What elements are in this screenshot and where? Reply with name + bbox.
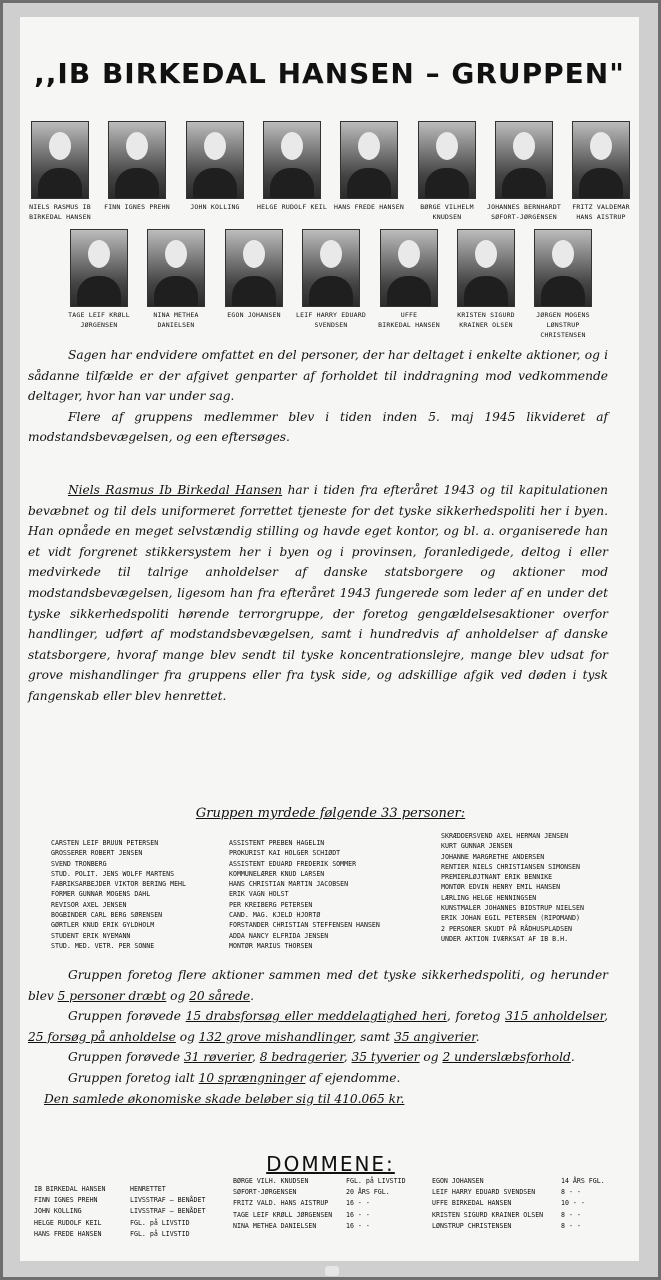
convict-name: FINN IGNES PREHN [34,1196,98,1205]
stats-text: Gruppen forøvede [68,1009,186,1024]
portrait-name: NINA METHEA DANIELSEN [153,311,199,329]
stats-text: . [475,1029,480,1044]
portrait-photo [70,229,128,307]
portrait [448,229,524,330]
stats-text: Gruppen forøvede [68,1050,184,1065]
intro-text [28,345,608,448]
victim-name: JOHANNE MARGRETHE ANDERSEN [441,852,545,861]
leader-text [28,480,608,707]
victims-column-1 [51,838,186,951]
convict-name: NINA METHEA DANIELSEN [233,1221,317,1230]
victim-name: MONTØR EDVIN HENRY EMIL HANSEN [441,883,561,892]
victim-name: GROSSERER ROBERT JENSEN [51,849,143,858]
poster-title: ,,IB BIRKEDAL HANSEN – GRUPPEN" [34,57,625,90]
stats-text: Gruppen foretog ialt [68,1070,199,1085]
victim-name: REVISOR AXEL JENSEN [51,900,127,909]
victim-name: PREMIERLØJTNANT ERIK BENNIKE [441,873,553,882]
portrait-photo [225,229,283,307]
portrait-photo [380,229,438,307]
portrait [99,121,175,212]
victim-name: MONTØR MARIUS THORSEN [229,941,313,950]
portrait [563,121,639,222]
sentence: 20 ÅRS FGL. [346,1188,390,1197]
stats-wounded: 20 sårede [189,988,251,1003]
portrait-photo [186,121,244,199]
portrait-name: NIELS RASMUS IB BIRKEDAL HANSEN [29,203,91,221]
sentence: HENRETTET [130,1185,166,1193]
victim-name: FORSTANDER CHRISTIAN STEFFENSEN HANSEN [229,921,380,930]
hanging-tab [325,1266,339,1276]
victims-heading: Gruppen myrdede følgende 33 personer: [195,806,466,821]
stats-paragraph-1 [28,965,608,1006]
stats-embezzlements: 2 underslæbsforhold [442,1050,571,1065]
victim-name: KURT GUNNAR JENSEN [441,842,513,851]
stats-paragraph-4 [28,1068,608,1089]
sentences-title: DOMMENE: [266,1152,395,1176]
leader-name: Niels Rasmus Ib Birkedal Hansen [68,483,283,497]
victims-column-2 [229,838,380,951]
portrait-photo [495,121,553,199]
stats-text: af ejendomme. [305,1070,401,1085]
portrait-photo [302,229,360,307]
victim-name: KUNSTMALER JOHANNES BIDSTRUP NIELSEN [441,904,584,913]
stats-text: , samt [352,1029,395,1044]
portrait [486,121,562,222]
portrait [216,229,292,320]
portrait [409,121,485,222]
victims-column-3 [441,831,584,944]
portrait-photo [340,121,398,199]
victim-name: ADDA NANCY ELFRIDA JENSEN [229,931,329,940]
victim-name: ERIK VAGN HOLST [229,890,289,899]
convict-name: IB BIRKEDAL HANSEN [34,1185,106,1193]
convict-name: FRITZ VALD. HANS AISTRUP [233,1199,329,1208]
stats-total-damage: Den samlede økonomiske skade beløber sig til 410.065 kr. [44,1091,405,1106]
sentences-names-3 [432,1176,543,1232]
portrait-name: JOHANNES BERNHARDT SØFORT-JØRGENSEN [486,203,562,221]
sentence: FGL. på LIVSTID [130,1229,190,1238]
sentences-verdicts-1 [130,1184,205,1240]
stats-arrest-attempts: 25 forsøg på anholdelse [28,1029,176,1044]
portrait-photo [572,121,630,199]
portrait [22,121,98,222]
convict-name: HANS FREDE HANSEN [34,1229,102,1238]
victim-name: CARSTEN LEIF BRUUN PETERSEN [51,839,159,847]
portrait-photo [534,229,592,307]
victim-name: KOMMUNELÆRER KNUD LARSEN [229,869,325,878]
leader-paragraph [28,480,608,707]
stats-text: og [175,1029,199,1044]
portrait [138,229,214,330]
portrait-name: TAGE LEIF KRØLL JØRGENSEN [68,311,130,329]
stats-text: , [604,1009,609,1024]
stats-thefts: 35 tyverier [351,1050,420,1065]
sentence: 16 - - [346,1210,370,1219]
convict-name: LEIF HARRY EDUARD SVENDSEN [432,1188,536,1197]
victim-name: CAND. MAG. KJELD HJORTØ [229,911,321,920]
portrait-name: UFFE BIRKEDAL HANSEN [378,311,440,329]
sentence: 16 - - [346,1199,370,1208]
victim-name: PER KREIBERG PETERSEN [229,900,313,909]
stats-text: Gruppen foretog flere aktioner sammen med det tyske sikkerhedspoliti, og herunder blev [28,968,608,1003]
portrait [177,121,253,212]
intro-paragraph-2: Flere af gruppens medlemmer blev i tiden inden 5. maj 1945 likvideret af modstandsbevægelsen, og een eftersøges. [28,409,608,445]
stats-arrests: 315 anholdelser [505,1009,605,1024]
victim-name: ASSISTENT EDUARD FREDERIK SOMMER [229,859,357,868]
convict-name: LØNSTRUP CHRISTENSEN [432,1221,512,1230]
victim-name: UNDER AKTION IVÆRKSAT AF IB B.H. [441,934,569,943]
victim-name: FORMER GUNNAR MOGENS DAHL [51,890,151,899]
portrait-name: EGON JOHANSEN [227,311,281,319]
victim-name: ERIK JOHAN EGIL PETERSEN (RIPOMAND) [441,914,580,923]
portrait-photo [31,121,89,199]
portrait-photo [418,121,476,199]
victim-name: BOGBINDER CARL BERG SØRENSEN [51,911,163,920]
portrait [254,121,330,212]
victim-name: FABRIKSARBEJDER VIKTOR BERING MEHL [51,880,186,889]
victim-name: HANS CHRISTIAN MARTIN JACOBSEN [229,880,349,889]
stats-murder-attempts: 15 drabsforsøg eller meddelagtighed heri [185,1009,447,1024]
intro-paragraph-1: Sagen har endvidere omfattet en del personer, der har deltaget i enkelte aktioner, og i sådanne tilfælde er der afgivet genparter af forholdet til inddragning mod vedkommende deltager, hvor han var under sag. [28,348,608,404]
victim-name: PROKURIST KAI HOLGER SCHIØDT [229,849,341,858]
convict-name: SØFORT-JØRGENSEN [233,1188,297,1197]
victim-name: 2 PERSONER SKUDT PÅ RÅDHUSPLADSEN [441,924,573,933]
stats-text: og [166,988,190,1003]
stats-paragraph-3 [28,1047,608,1068]
portrait-photo [263,121,321,199]
sentence: 8 - - [561,1221,581,1230]
portrait-name: HELGE RUDOLF KEIL [257,203,327,211]
victim-name: SVEND TRONBERG [51,859,107,868]
victim-name: SKRÆDDERSVEND AXEL HERMAN JENSEN [441,832,569,840]
convict-name: KRISTEN SIGURD KRAINER OLSEN [432,1210,544,1219]
sentences-names-1 [34,1184,105,1240]
stats-mistreatments: 132 grove mishandlinger [198,1029,353,1044]
sentence: FGL. på LIVSTID [346,1177,406,1185]
sentences-verdicts-3 [561,1176,605,1232]
victim-name: ASSISTENT PREBEN HAGELIN [229,839,325,847]
portrait-name: JOHN KOLLING [190,203,240,211]
portrait-photo [108,121,166,199]
stats-killed: 5 personer dræbt [57,988,167,1003]
victim-name: GØRTLER KNUD ERIK GYLDHOLM [51,921,155,930]
sentence: 16 - - [346,1221,370,1230]
victim-name: STUD. MED. VETR. PER SONNE [51,941,155,950]
portrait-photo [147,229,205,307]
stats-explosions: 10 sprængninger [198,1070,306,1085]
stats-robberies: 31 røverier [183,1050,253,1065]
portrait-name: FRITZ VALDEMAR HANS AISTRUP [572,203,630,221]
sentence: LIVSSTRAF – BENÅDET [130,1196,206,1205]
portrait-name: LEIF HARRY EDUARD SVENDSEN [296,311,366,329]
stats-text: , foretog [446,1009,506,1024]
sentence: 10 - - [561,1199,585,1208]
sentence: 8 - - [561,1210,581,1219]
convict-name: HELGE RUDOLF KEIL [34,1218,102,1227]
portrait-name: BØRGE VILHELM KNUDSEN [420,203,474,221]
victim-name: LÆRLING HELGE HENNINGSEN [441,893,537,902]
portrait [61,229,137,330]
convict-name: UFFE BIRKEDAL HANSEN [432,1199,512,1208]
portrait [525,229,601,340]
convict-name: BØRGE VILH. KNUDSEN [233,1177,309,1185]
portrait-name: FINN IGNES PREHN [104,203,170,211]
stats-text: , [343,1050,352,1065]
sentences-verdicts-2 [346,1176,406,1232]
stats-text: og [419,1050,443,1065]
portrait [293,229,369,330]
stats-paragraph-2 [28,1006,608,1047]
sentence: LIVSSTRAF – BENÅDET [130,1207,206,1216]
victim-name: STUDENT ERIK NYEMANN [51,931,131,940]
portrait [331,121,407,212]
victim-name: RENTIER NIELS CHRISTIANSEN SIMONSEN [441,862,580,871]
convict-name: TAGE LEIF KRØLL JØRGENSEN [233,1210,333,1219]
victim-name: STUD. POLIT. JENS WOLFF MARTENS [51,869,175,878]
stats-frauds: 8 bedragerier [259,1050,344,1065]
statistics-text [28,965,608,1109]
stats-text: . [250,988,255,1003]
stats-text: . [570,1050,575,1065]
portrait-photo [457,229,515,307]
stats-text: , [252,1050,260,1065]
portrait-name: HANS FREDE HANSEN [334,203,404,211]
portrait-name: JØRGEN MOGENS LØNSTRUP CHRISTENSEN [536,311,590,339]
portrait-name: KRISTEN SIGURD KRAINER OLSEN [457,311,515,329]
portrait [371,229,447,330]
sentence: FGL. på LIVSTID [130,1218,190,1227]
stats-informings: 35 angiverier [394,1029,476,1044]
sentences-names-2 [233,1176,332,1232]
sentence: 8 - - [561,1188,581,1197]
convict-name: JOHN KOLLING [34,1207,82,1216]
sentence: 14 ÅRS FGL. [561,1177,605,1185]
convict-name: EGON JOHANSEN [432,1177,484,1185]
leader-description: har i tiden fra efteråret 1943 og til kapitulationen bevæbnet og til dels uniformeret forrettet tjeneste for det tyske sikkerhedspoliti her i byen. Han opnåede en meget selvstændig stilling og havde eget kontor, og bl. a. organiserede han et vidt forgrenet stikkersystem her i byen og i provinsen, foranledigede, deltog i eller medvirkede til talrige anholdelser af danske statsborgere og aktioner mod modstandsbevægelsen, ligesom han fra efteråret 1943 fungerede som leder af en under det tyske sikkerhedspoliti hørende terrorgruppe, der foretog gengældelsesaktioner overfor handlinger, udført af modstandsbevægelsen, samt i hundredvis af anholdelser af danske statsborgere, hvoraf mange blev sendt til tyske koncentrationslejre, mange blev udsat for grove mishandlinger fra gruppens eller fra tysk side, og adskillige afgik ved døden i tysk fangenskab eller blev henrettet. [28,483,609,703]
